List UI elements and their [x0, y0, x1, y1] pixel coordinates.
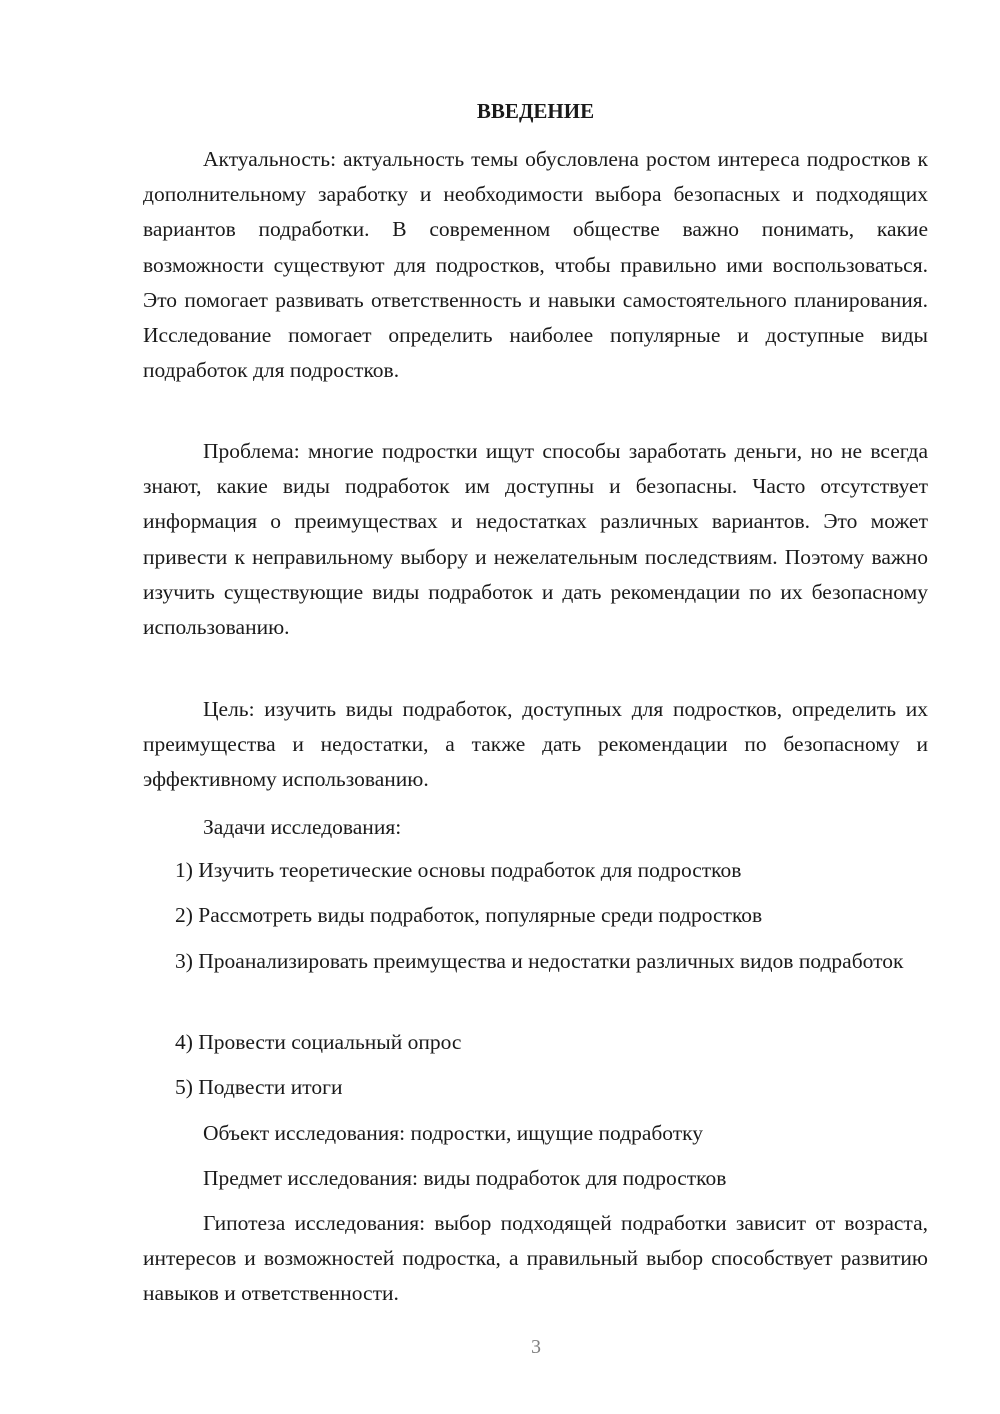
paragraph-problem: Проблема: многие подростки ищут способы заработать деньги, но не всегда знают, какие виды подработок им доступны и безопасны. Часто отсутствует информация о преимуществах и недостатках различных вариантов. Это может привести к неправильному выбору и нежелательным последствиям. Поэтому важно изучить существующие виды подработок и дать рекомендации по их безопасному использованию. — [143, 439, 928, 640]
paragraph-goal: Цель: изучить виды подработок, доступных для подростков, определить их преимущества и недостатки, а также дать рекомендации по безопасному и эффективному использованию. — [143, 697, 928, 792]
tasks-heading: Задачи исследования: — [203, 815, 402, 839]
page-title: ВВЕДЕНИЕ — [476, 99, 595, 123]
paragraph-subject: Предмет исследования: виды подработок для подростков — [203, 1166, 727, 1190]
paragraph-hypothesis: Гипотеза исследования: выбор подходящей подработки зависит от возраста, интересов и возможностей подростка, а правильный выбор способствует развитию навыков и ответственности. — [143, 1211, 928, 1306]
task-item-1: 1) Изучить теоретические основы подработок для подростков — [175, 858, 742, 882]
task-item-5: 5) Подвести итоги — [175, 1075, 343, 1099]
task-item-3: 3) Проанализировать преимущества и недостатки различных видов подработок — [175, 949, 904, 973]
page-number: 3 — [531, 1336, 541, 1358]
paragraph-relevance: Актуальность: актуальность темы обусловлена ростом интереса подростков к дополнительному заработку и необходимости выбора безопасных и подходящих вариантов подработки. В современном обществе важно понимать, какие возможности существуют для подростков, чтобы правильно ими воспользоваться. Это помогает развивать ответственность и навыки самостоятельного планирования. Исследование помогает определить наиболее популярные и доступные виды подработок для подростков. — [143, 147, 928, 383]
task-item-4: 4) Провести социальный опрос — [175, 1030, 462, 1054]
paragraph-object: Объект исследования: подростки, ищущие подработку — [203, 1121, 704, 1145]
task-item-2: 2) Рассмотреть виды подработок, популярные среди подростков — [175, 903, 763, 927]
